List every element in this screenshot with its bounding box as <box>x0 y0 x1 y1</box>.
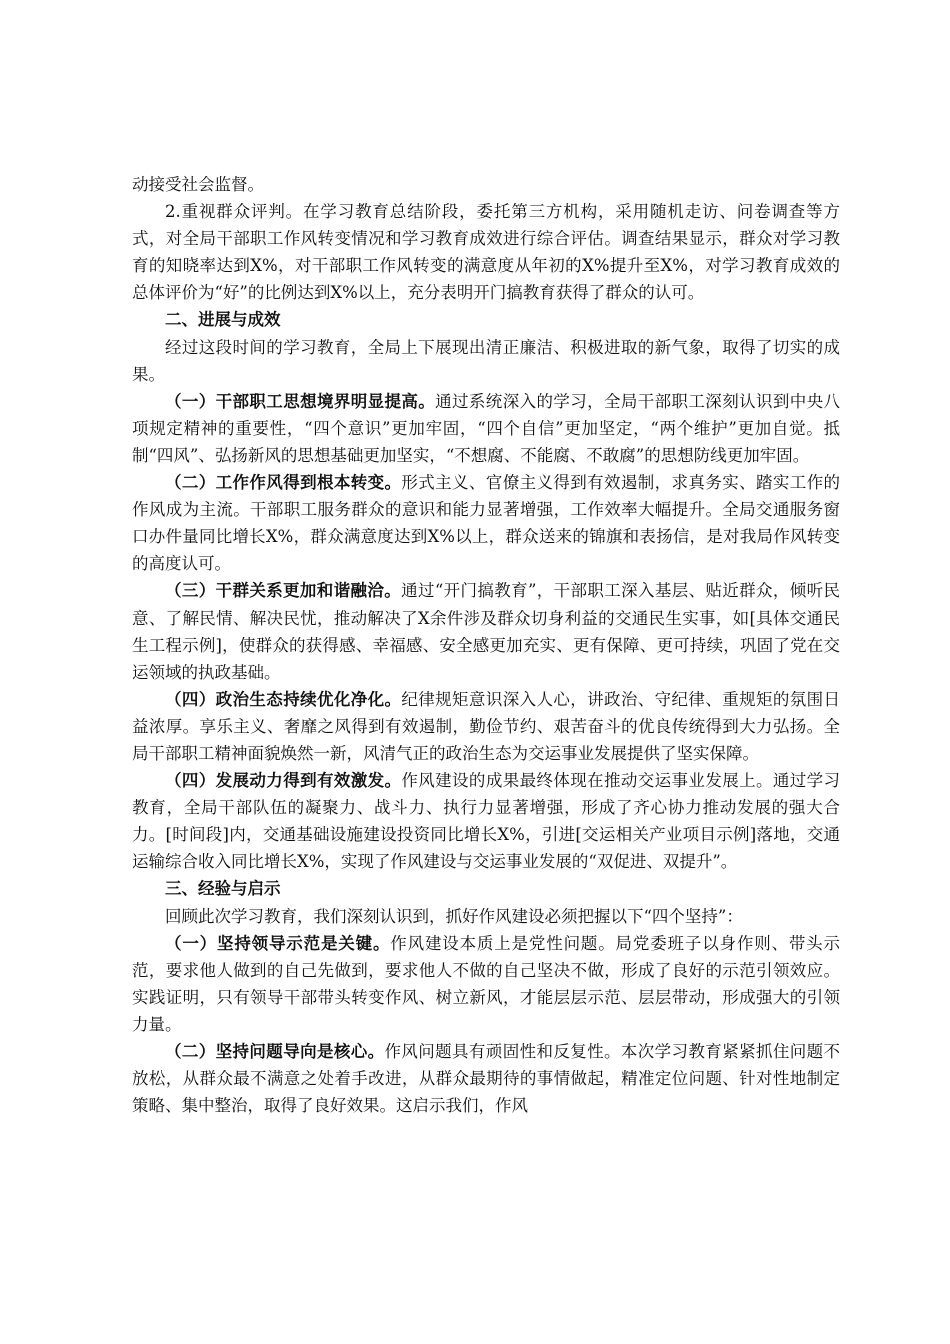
item-relations-lead: （三）干群关系更加和谐融洽。 <box>165 581 402 601</box>
item-problem-oriented-lead: （二）坚持问题导向是核心。 <box>165 1042 385 1061</box>
item-ideology <box>132 388 840 469</box>
item-relations <box>132 577 840 685</box>
item-development <box>132 767 840 875</box>
item-problem-oriented-body: 作风问题具有顽固性和反复性。本次学习教育紧紧抓住问题不放松，从群众最不满意之处着手改进，从群众最期待的事情做起，精准定位问题、针对性地制定策略、集中整治，取得了良好效果。这启示我们，作风 <box>132 1042 841 1116</box>
item-leadership-lead: （一）坚持领导示范是关键。 <box>165 933 391 953</box>
item-ideology-lead: （一）干部职工思想境界明显提高。 <box>165 391 436 411</box>
item-development-body: 作风建设的成果最终体现在推动交运事业发展上。通过学习教育，全局干部队伍的凝聚力、战斗力、执行力显著增强，形成了齐心协力推动发展的强大合力。[时间段]内，交通基础设施建设投资同比增长X%，引进[交运相关产业项目示例]落地，交通运输综合收入同比增长X%，实现了作风建设与交运事业发展的“双促进、双提升”。 <box>132 771 841 872</box>
item-work-style-body: 形式主义、官僚主义得到有效遏制，求真务实、踏实工作的作风成为主流。干部职工服务群众的意识和能力显著增强，工作效率大幅提升。全局交通服务窗口办件量同比增长X%，群众满意度达到X%以上，群众送来的锦旗和表扬信，是对我局作风转变的高度认可。 <box>132 473 841 574</box>
paragraph-experience-intro: 回顾此次学习教育，我们深刻认识到，抓好作风建设必须把握以下“四个坚持”： <box>165 906 743 926</box>
item-political-ecology <box>132 686 840 767</box>
item-leadership <box>132 930 840 1038</box>
item-leadership-body: 作风建设本质上是党性问题。局党委班子以身作则、带头示范，要求他人做到的自己先做到，要求他人不做的自己坚决不做，形成了良好的示范引领效应。实践证明，只有领导干部带头转变作风、树立新风，才能层层示范、层层带动，形成强大的引领力量。 <box>132 933 841 1034</box>
item-political-ecology-body: 纪律规矩意识深入人心，讲政治、守纪律、重规矩的氛围日益浓厚。享乐主义、奢靡之风得到有效遏制，勤俭节约、艰苦奋斗的优良传统得到大力弘扬。全局干部职工精神面貌焕然一新，风清气正的政治生态为交运事业发展提供了坚实保障。 <box>132 689 841 763</box>
heading-experience: 三、经验与启示 <box>165 879 281 899</box>
item-relations-body: 通过“开门搞教育”，干部职工深入基层、贴近群众，倾听民意、了解民情、解决民忧，推动解决了X余件涉及群众切身利益的交通民生实事，如[具体交通民生工程示例]，使群众的获得感、幸福感、安全感更加充实、更有保障、更可持续，巩固了党在交运领域的执政基础。 <box>132 581 841 682</box>
paragraph-continuation: 动接受社会监督。 <box>132 175 264 194</box>
item-problem-oriented <box>132 1038 840 1119</box>
item-work-style-lead: （二）工作作风得到根本转变。 <box>165 473 402 493</box>
item-political-ecology-lead: （四）政治生态持续优化净化。 <box>165 689 402 709</box>
paragraph-mass-evaluation: 2.重视群众评判。在学习教育总结阶段，委托第三方机构，采用随机走访、问卷调查等方式，对全局干部职工作风转变情况和学习教育成效进行综合评估。调查结果显示，群众对学习教育的知晓率达到X%，对干部职工作风转变的满意度从年初的X%提升至X%，对学习教育成效的总体评价为“好”的比例达到X%以上，充分表明开门搞教育获得了群众的认可。 <box>132 202 840 303</box>
item-development-lead: （四）发展动力得到有效激发。 <box>165 771 402 791</box>
heading-progress-results: 二、进展与成效 <box>165 310 281 330</box>
document-page <box>132 171 840 1119</box>
item-ideology-body: 通过系统深入的学习，全局干部职工深刻认识到中央八项规定精神的重要性，“四个意识”更加牢固，“四个自信”更加坚定，“两个维护”更加自觉。抵制“四风”、弘扬新风的思想基础更加坚实，“不想腐、不能腐、不敢腐”的思想防线更加牢固。 <box>132 391 841 465</box>
item-work-style <box>132 469 840 577</box>
paragraph-progress-intro: 经过这段时间的学习教育，全局上下展现出清正廉洁、积极进取的新气象，取得了切实的成果。 <box>132 337 840 384</box>
